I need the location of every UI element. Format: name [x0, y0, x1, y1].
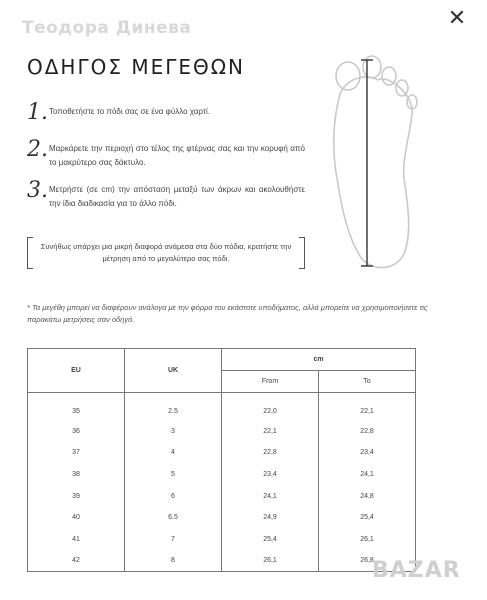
- cell-eu: 41: [28, 528, 125, 550]
- size-disclaimer: * Τα μεγέθη μπορεί να διαφέρουν ανάλογα με την φόρμα του εκάστοτε υποδήματος, αλλά μπορείτε να χρησιμοποιήσετε τις παρακάτω μετρήσεις σαν οδηγό.: [27, 303, 428, 324]
- page-title: ΟΔΗΓΟΣ ΜΕΓΕΘΩΝ: [27, 55, 245, 79]
- header-from: From: [222, 371, 319, 393]
- watermark-top: Теодора Динева: [22, 18, 192, 38]
- step-text: Τοποθετήστε το πόδι σας σε ένα φύλλο χαρτί.: [49, 107, 210, 116]
- cell-from: 22,1: [222, 421, 319, 443]
- table-row: [28, 507, 416, 529]
- cell-from: 26,1: [222, 550, 319, 572]
- bracket-right: [299, 237, 305, 269]
- header-cm: cm: [222, 349, 416, 371]
- header-uk: UK: [125, 349, 222, 393]
- cell-to: 26,8: [319, 550, 416, 572]
- step-number: 3.: [27, 178, 48, 203]
- cell-uk: 4: [125, 442, 222, 464]
- size-table: [27, 348, 416, 572]
- cell-to: 25,4: [319, 507, 416, 529]
- cell-to: 23,4: [319, 442, 416, 464]
- close-icon: ✕: [447, 6, 467, 31]
- table-row: [28, 442, 416, 464]
- table-row: [28, 550, 416, 572]
- header-to: To: [319, 371, 416, 393]
- cell-eu: 38: [28, 464, 125, 486]
- cell-uk: 6: [125, 485, 222, 507]
- cell-uk: 3: [125, 421, 222, 443]
- step-text: Μετρήστε (σε cm) την απόσταση μεταξύ των άκρων και ακολουθήστε την ίδια διαδικασία για το άλλο πόδι.: [49, 185, 305, 208]
- note-text: Συνήθως υπάρχει μια μικρή διαφορά ανάμεσα στα δύο πόδια, κρατήστε την μέτρηση από το μεγαλύτερο σας πόδι.: [40, 242, 292, 263]
- header-eu: EU: [28, 349, 125, 393]
- bracket-left: [27, 237, 33, 269]
- cell-to: 22,1: [319, 393, 416, 421]
- cell-to: 22,8: [319, 421, 416, 443]
- cell-eu: 40: [28, 507, 125, 529]
- step-number: 1.: [27, 100, 48, 125]
- cell-eu: 37: [28, 442, 125, 464]
- cell-eu: 35: [28, 393, 125, 421]
- cell-uk: 6.5: [125, 507, 222, 529]
- foot-measure-icon: [318, 54, 428, 274]
- note-box: [27, 237, 305, 269]
- cell-to: 24,1: [319, 464, 416, 486]
- cell-eu: 36: [28, 421, 125, 443]
- step-number: 2.: [27, 137, 48, 162]
- cell-from: 23,4: [222, 464, 319, 486]
- table-row: [28, 421, 416, 443]
- cell-eu: 42: [28, 550, 125, 572]
- cell-uk: 7: [125, 528, 222, 550]
- step-text: Μαρκάρετε την περιοχή στο τέλος της φτέρνας σας και την κορυφή από το μακρύτερο σας δάκτυλο.: [49, 144, 305, 167]
- table-row: [28, 393, 416, 421]
- cell-uk: 2.5: [125, 393, 222, 421]
- cell-from: 22,0: [222, 393, 319, 421]
- cell-uk: 5: [125, 464, 222, 486]
- cell-from: 25,4: [222, 528, 319, 550]
- cell-from: 24,9: [222, 507, 319, 529]
- table-row: [28, 464, 416, 486]
- cell-uk: 8: [125, 550, 222, 572]
- cell-to: 26,1: [319, 528, 416, 550]
- watermark-bottom: BAZAR: [372, 558, 461, 583]
- cell-from: 24,1: [222, 485, 319, 507]
- cell-to: 24,8: [319, 485, 416, 507]
- close-button[interactable]: [445, 8, 469, 32]
- table-row: [28, 528, 416, 550]
- cell-eu: 39: [28, 485, 125, 507]
- cell-from: 22,8: [222, 442, 319, 464]
- table-row: [28, 485, 416, 507]
